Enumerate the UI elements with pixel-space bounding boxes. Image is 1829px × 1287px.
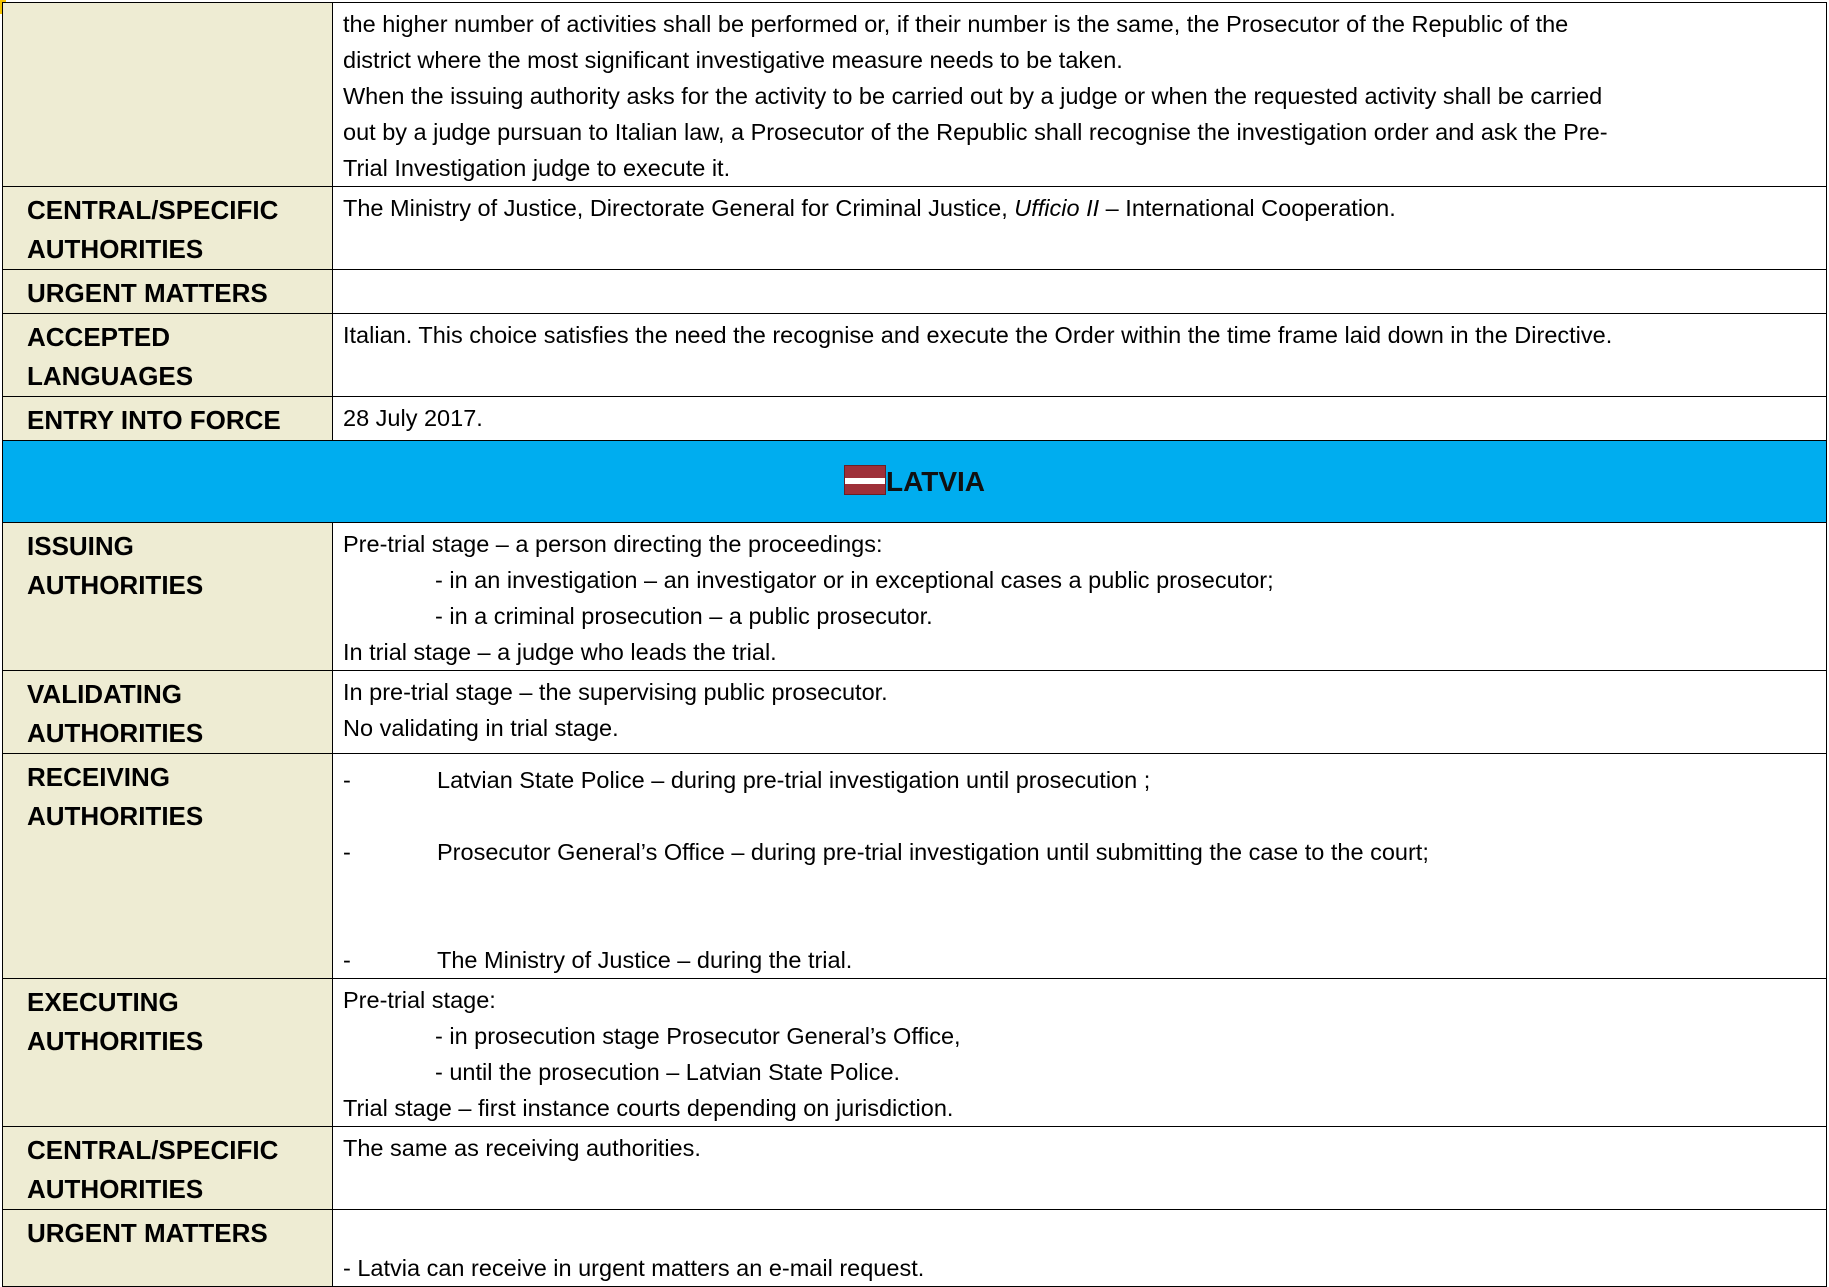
latvia-header-row xyxy=(3,441,1827,523)
latvia-flag-icon xyxy=(844,465,886,495)
italy-central-row xyxy=(3,187,1827,270)
list-item-text: Latvian State Police – during pre-trial investigation until prosecution ; xyxy=(437,767,1151,793)
row-content xyxy=(333,187,1827,270)
text-line: - until the prosecution – Latvian State Police. xyxy=(435,1059,901,1085)
row-label xyxy=(3,523,333,671)
authorities-table xyxy=(2,2,1827,1287)
text-segment: – International Cooperation. xyxy=(1099,195,1396,221)
row-content xyxy=(333,314,1827,397)
latvia-receiving-row xyxy=(3,754,1827,979)
list-item-text: Prosecutor General’s Office – during pre-trial investigation until submitting the case to the court; xyxy=(437,839,1429,865)
text-segment: The Ministry of Justice, Directorate General for Criminal Justice, xyxy=(343,195,1015,221)
row-label xyxy=(3,671,333,754)
italy-executing-continuation xyxy=(333,3,1827,187)
latvia-validating-row xyxy=(3,671,1827,754)
row-label xyxy=(3,1127,333,1210)
text-line: - in an investigation – an investigator or in exceptional cases a public prosecutor; xyxy=(435,567,1274,593)
bullet-dash: - xyxy=(343,767,351,793)
italy-urgent-row xyxy=(3,270,1827,314)
list-item xyxy=(343,762,1820,798)
country-name: LATVIA xyxy=(885,466,986,497)
bullet-dash: - xyxy=(343,839,351,865)
latvia-issuing-row xyxy=(3,523,1827,671)
row-content xyxy=(333,979,1827,1127)
row-content: The same as receiving authorities. xyxy=(333,1127,1827,1210)
text-line: Pre-trial stage: xyxy=(343,987,496,1013)
row-content xyxy=(333,1210,1827,1287)
row-label xyxy=(3,314,333,397)
label-line: LANGUAGES xyxy=(27,361,194,391)
row-label xyxy=(3,754,333,979)
latvia-urgent-row xyxy=(3,1210,1827,1287)
row-label-empty xyxy=(3,3,333,187)
row-label xyxy=(3,397,333,441)
label-line: AUTHORITIES xyxy=(27,1026,204,1056)
label-line: VALIDATING xyxy=(27,679,183,709)
label-line: AUTHORITIES xyxy=(27,1174,204,1204)
label-line: AUTHORITIES xyxy=(27,570,204,600)
row-content xyxy=(333,523,1827,671)
label-line: AUTHORITIES xyxy=(27,718,204,748)
label-line: AUTHORITIES xyxy=(27,801,204,831)
label-line: CENTRAL/SPECIFIC xyxy=(27,1135,279,1165)
row-content xyxy=(333,754,1827,979)
row-label xyxy=(3,270,333,314)
text-line: No validating in trial stage. xyxy=(343,715,619,741)
list-item xyxy=(343,942,1820,978)
text-line: Trial stage – first instance courts depending on jurisdiction. xyxy=(343,1095,954,1121)
row-label xyxy=(3,1210,333,1287)
text-line: Trial Investigation judge to execute it. xyxy=(343,155,731,181)
bullet-dash: - xyxy=(343,947,351,973)
label-line: ISSUING xyxy=(27,531,134,561)
italy-languages-row xyxy=(3,314,1827,397)
label-line: ACCEPTED xyxy=(27,322,171,352)
label-line: EXECUTING xyxy=(27,987,179,1017)
list-item-text: The Ministry of Justice – during the trial. xyxy=(437,947,853,973)
country-header xyxy=(3,441,1827,523)
text-line: Pre-trial stage – a person directing the proceedings: xyxy=(343,531,883,557)
row-content xyxy=(333,270,1827,314)
latvia-executing-row xyxy=(3,979,1827,1127)
row-label xyxy=(3,187,333,270)
label-line: CENTRAL/SPECIFIC xyxy=(27,195,279,225)
label-line: AUTHORITIES xyxy=(27,234,204,264)
text-line: - Latvia can receive in urgent matters an e-mail request. xyxy=(343,1255,925,1281)
label-line: URGENT MATTERS xyxy=(27,1218,268,1248)
latvia-central-row xyxy=(3,1127,1827,1210)
text-line: Italian. This choice satisfies the need the recognise and execute the Order within the time frame laid down in the Directive. xyxy=(343,322,1613,348)
row-content: 28 July 2017. xyxy=(333,397,1827,441)
row-content xyxy=(333,671,1827,754)
row-label xyxy=(3,979,333,1127)
list-item xyxy=(343,834,1820,870)
italy-executing-continuation-row xyxy=(3,3,1827,187)
text-line: In trial stage – a judge who leads the trial. xyxy=(343,639,777,665)
text-italic: Ufficio II xyxy=(1014,195,1100,221)
text-line: In pre-trial stage – the supervising public prosecutor. xyxy=(343,679,888,705)
text-line: - in prosecution stage Prosecutor General’s Office, xyxy=(435,1023,961,1049)
text-line: out by a judge pursuan to Italian law, a Prosecutor of the Republic shall recognise the investigation order and ask the Pre- xyxy=(343,119,1608,145)
label-line: ENTRY INTO FORCE xyxy=(27,405,281,435)
text-line: the higher number of activities shall be performed or, if their number is the same, the Prosecutor of the Republic of the xyxy=(343,11,1569,37)
text-line: district where the most significant investigative measure needs to be taken. xyxy=(343,47,1123,73)
text-line: When the issuing authority asks for the activity to be carried out by a judge or when the requested activity shall be carried xyxy=(343,83,1603,109)
italy-entry-row xyxy=(3,397,1827,441)
text-line: - in a criminal prosecution – a public prosecutor. xyxy=(435,603,933,629)
label-line: URGENT MATTERS xyxy=(27,278,268,308)
label-line: RECEIVING xyxy=(27,762,171,792)
